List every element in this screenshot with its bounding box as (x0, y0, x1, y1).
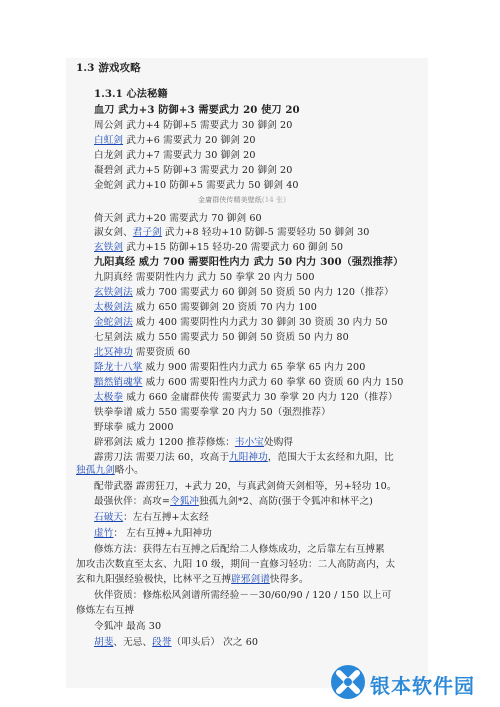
text-line (94, 361, 365, 374)
text-line (94, 495, 373, 508)
inline-link[interactable]: 玄铁剑法 (94, 287, 133, 298)
text-line (94, 391, 398, 404)
line-text: 独孤九剑*2、高防(强于令狐冲和林平之) (199, 496, 373, 507)
watermark-text: 银本软件园 (370, 674, 475, 698)
text-line (94, 620, 161, 633)
inline-link[interactable]: 令狐冲 (170, 496, 200, 507)
text-line (94, 589, 391, 602)
text-line (94, 119, 292, 132)
line-text: 武力+8 轻功+10 防御-5 需要轻功 50 御剑 30 (161, 227, 370, 238)
line-text: 倚天剑 武力+20 需要武力 70 御剑 60 (94, 213, 262, 224)
line-text: 辟邪剑法 威力 1200 推荐修炼： (94, 437, 235, 448)
line-text: 凝碧剑 武力+5 防御+3 需要武力 20 御剑 20 (94, 165, 293, 176)
line-text: 威力 660 金庸群侠传 需要武力 30 拳掌 20 内力 120（推荐） (123, 392, 398, 403)
inline-link[interactable]: 白虹剑 (94, 135, 124, 146)
line-text: 快得多。 (269, 574, 309, 585)
text-line (94, 511, 209, 524)
x-logo-icon (330, 664, 366, 700)
text-line (94, 286, 394, 299)
line-text: 武力+6 需要武力 20 御剑 20 (123, 135, 256, 146)
inline-link[interactable]: 独孤九剑 (76, 465, 115, 476)
text-line (94, 212, 262, 225)
text-line (94, 636, 258, 649)
text-line (94, 149, 256, 162)
line-text: 伙伴资质：修炼松风剑谱所需经验－－30/60/90 / 120 / 150 以上可 (94, 590, 392, 601)
line-text: 、无忌、 (113, 637, 153, 648)
inline-link[interactable]: 太极剑法 (94, 302, 133, 313)
line-text: 处购得 (264, 437, 294, 448)
inline-link[interactable]: 石破天 (94, 512, 124, 523)
text-line (94, 376, 404, 389)
text-line (94, 480, 397, 493)
line-text: ，范围大于太玄经和九阳，比 (267, 452, 394, 463)
text-line (76, 464, 144, 477)
line-text: 玄和九阳强经验极快，比林平之互搏 (76, 574, 232, 585)
inline-link[interactable]: 金蛇剑法 (94, 317, 133, 328)
inline-link[interactable]: 九阳神功 (229, 452, 268, 463)
line-text: 野球拳 威力 2000 (94, 422, 174, 433)
text-line (94, 164, 292, 177)
text-line (94, 527, 212, 540)
line-text: 武力+15 防御+15 轻功-20 需要武力 60 御剑 50 (123, 242, 344, 253)
text-line (94, 179, 299, 192)
text-line (94, 406, 331, 419)
text-line (76, 573, 309, 586)
line-text: 令狐冲 最高 30 (94, 621, 162, 632)
inline-link[interactable]: 降龙十八掌 (94, 362, 143, 373)
text-line (76, 604, 134, 617)
text-line (94, 104, 300, 117)
caption-text: 金庸群侠传精美壁纸 (198, 196, 262, 204)
line-text: （叩头后） 次之 60 (171, 637, 259, 648)
text-line (94, 271, 315, 284)
line-text: ： 左右互搏+九阳神功 (113, 528, 212, 539)
line-text: 九阴真经 需要阴性内力 武力 50 拳掌 20 内力 500 (94, 272, 315, 283)
line-text: 威力 600 需要阳性内力武力 60 拳掌 60 资质 60 内力 150 (142, 377, 404, 388)
line-text: 铁拳拳谱 威力 550 需要拳掌 20 内力 50（强烈推荐） (94, 407, 331, 418)
line-text: 周公剑 武力+4 防御+5 需要武力 30 御剑 20 (94, 120, 293, 131)
text-line (94, 543, 385, 556)
caption-count: (14 张) (261, 196, 287, 204)
line-text: 威力 900 需要阳性内力武力 65 拳掌 65 内力 200 (142, 362, 366, 373)
image-caption[interactable] (198, 194, 286, 207)
text-line (94, 451, 394, 464)
text-line (94, 331, 349, 344)
line-text: ：左右互搏+太玄经 (123, 512, 209, 523)
line-text: 修炼左右互搏 (76, 605, 135, 616)
inline-link[interactable]: 黯然销魂掌 (94, 377, 143, 388)
line-text: 白龙剑 武力+7 需要武力 30 御剑 20 (94, 150, 256, 161)
inline-link[interactable]: 段誉 (152, 637, 172, 648)
inline-link[interactable]: 太极拳 (94, 392, 124, 403)
line-text: 需要资质 60 (132, 347, 191, 358)
line-text: 九阳真经 威力 700 需要阳性内力 武力 50 内力 300（强烈推荐） (94, 256, 404, 268)
line-text: 威力 650 需要御剑 20 资质 70 内力 100 (132, 302, 317, 313)
text-line (76, 558, 395, 571)
inline-link[interactable]: 辟邪剑谱 (231, 574, 270, 585)
watermark (330, 664, 500, 704)
line-text: 修炼方法：获得左右互搏之后配给二人修炼成功，之后靠左右互搏累 (94, 544, 385, 555)
inline-link[interactable]: 虚竹 (94, 528, 114, 539)
text-line (94, 421, 174, 434)
line-text: 淑女剑、 (94, 227, 133, 238)
text-line (94, 241, 343, 254)
subsection-heading: 1.3.1 心法秘籍 (94, 88, 168, 100)
inline-link[interactable]: 玄铁剑 (94, 242, 124, 253)
inline-link[interactable]: 君子剑 (132, 227, 162, 238)
text-line (94, 346, 190, 359)
text-line (94, 316, 388, 329)
line-text: 金蛇剑 武力+10 防御+5 需要武力 50 御剑 40 (94, 180, 299, 191)
line-text: 威力 700 需要武力 60 御剑 50 资质 50 内力 120（推荐） (132, 287, 394, 298)
line-text: 血刀 武力+3 防御+3 需要武力 20 使刀 20 (94, 104, 300, 116)
text-line (94, 301, 317, 314)
line-text: 配带武器 霹雳狂刀，+武力 20，与真武剑倚天剑相等，另+轻功 10。 (94, 481, 397, 492)
text-line (94, 226, 370, 239)
inline-link[interactable]: 韦小宝 (234, 437, 264, 448)
text-line (94, 256, 403, 269)
line-text: 七星剑法 威力 550 需要武力 50 御剑 50 资质 50 内力 80 (94, 332, 349, 343)
line-text: 最强伙伴：高攻= (94, 496, 170, 507)
line-text: 威力 400 需要阴性内力武力 30 御剑 30 资质 30 内力 50 (132, 317, 388, 328)
section-heading: 1.3 游戏攻略 (76, 62, 141, 74)
inline-link[interactable]: 北冥神功 (94, 347, 133, 358)
text-line (94, 134, 256, 147)
line-text: 加攻击次数直至太玄、九阳 10 级，期间一直修习轻功：二人高防高内，太 (76, 559, 396, 570)
inline-link[interactable]: 胡斐 (94, 637, 114, 648)
text-line (94, 436, 293, 449)
line-text: 霹雳刀法 需要刀法 60，攻高于 (94, 452, 230, 463)
line-text: 略小。 (114, 465, 144, 476)
